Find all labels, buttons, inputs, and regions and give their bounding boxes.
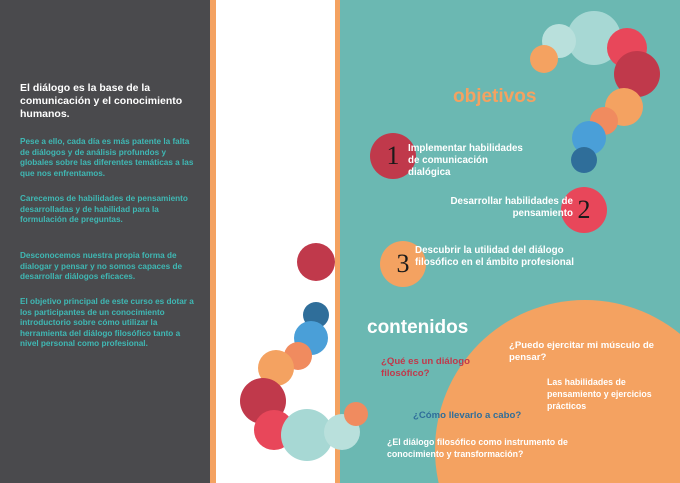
objective-2-number: 2 (577, 195, 591, 224)
intro-paragraph-2: Carecemos de habilidades de pensamiento desarrolladas y de habilidad para la formulación de preguntas. (20, 194, 188, 225)
content-item-4: ¿Cómo llevarlo a cabo? (413, 410, 522, 421)
contenidos-title: contenidos (367, 317, 469, 338)
decor-circle (530, 45, 558, 73)
objective-3-number: 3 (396, 249, 410, 278)
decor-circle (344, 402, 368, 426)
left-panel (0, 0, 210, 483)
objective-1-number: 1 (386, 141, 400, 170)
objective-3-text: Descubrir la utilidad del diálogo filosófico en el ámbito profesional (415, 245, 574, 268)
content-item-1: ¿Qué es un diálogo filosófico? (381, 356, 471, 379)
intro-paragraph-1: Pese a ello, cada día es más patente la falta de diálogos y de análisis profundos y globales sobre las diferentes temáticas a las que nos enfrentamos. (20, 137, 194, 178)
objective-2-text: Desarrollar habilidades de pensamiento (450, 196, 573, 219)
content-item-5: ¿El diálogo filosófico como instrumento de conocimiento y transformación? (387, 437, 568, 459)
content-item-3: Las habilidades de pensamiento y ejercicios prácticos (547, 377, 652, 411)
content-item-2: ¿Puedo ejercitar mi músculo de pensar? (509, 340, 655, 363)
intro-paragraph-4: El objetivo principal de este curso es dotar a los participantes de un conocimiento introductorio sobre cómo utilizar la herramienta del diálogo filosófico tanto a nivel personal como profesional. (20, 297, 194, 349)
intro-heading: El diálogo es la base de la comunicación y el conocimiento humanos. (20, 82, 183, 120)
intro-paragraph-3: Desconocemos nuestra propia forma de dialogar y pensar y no somos capaces de desarrollar diálogos eficaces. (20, 251, 182, 282)
objective-1-text: Implementar habilidades de comunicación dialógica (408, 143, 523, 178)
objetivos-title: objetivos (453, 86, 537, 107)
decor-circle (571, 147, 597, 173)
decor-circle (297, 243, 335, 281)
